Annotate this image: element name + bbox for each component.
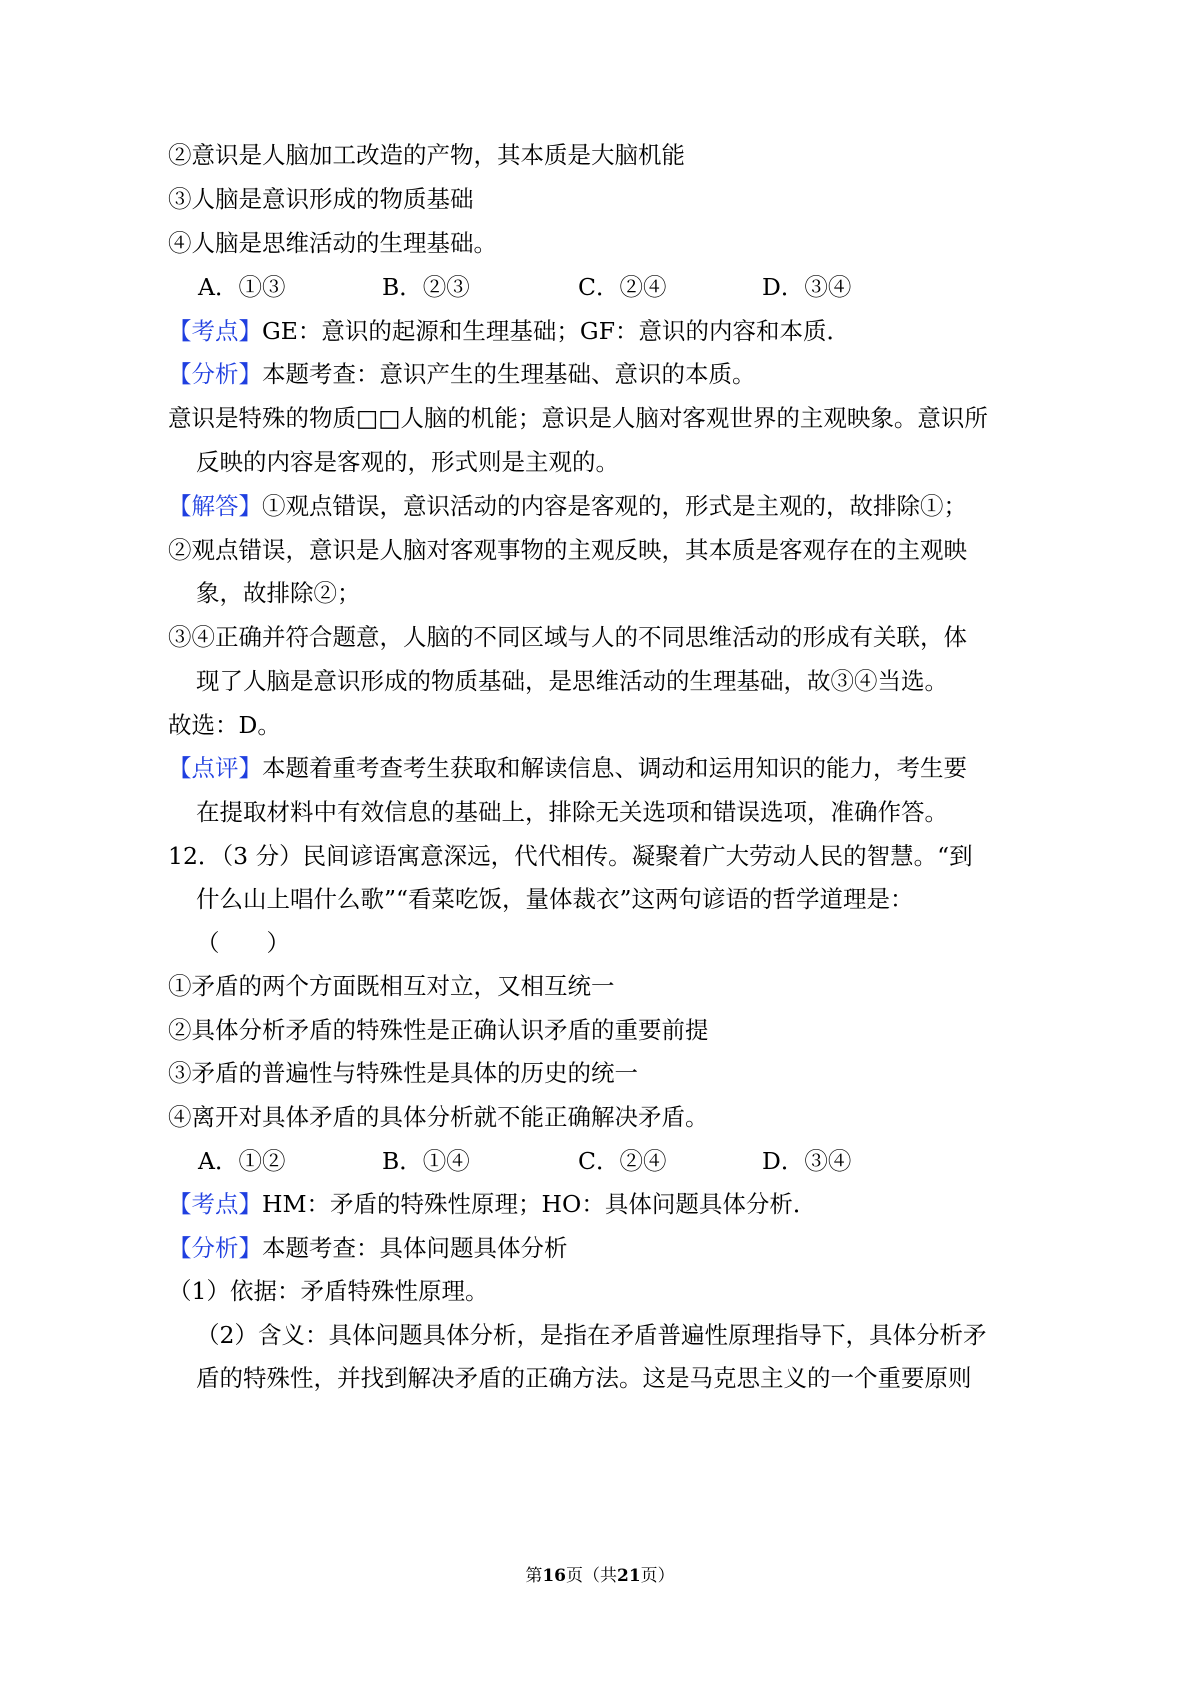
- q12-option-c: C．②④: [578, 1147, 667, 1175]
- q12-option-b: B．①④: [382, 1147, 470, 1175]
- kaodian-tag: 【考点】: [168, 317, 262, 345]
- q11-option-c: C．②④: [578, 273, 667, 301]
- q11-statement-2: ②意识是人脑加工改造的产物，其本质是大脑机能: [168, 141, 685, 169]
- q11-option-a: A．①③: [198, 273, 286, 301]
- q11-answer: 故选：D。: [168, 711, 281, 739]
- fenxi-text: 本题考查：具体问题具体分析: [262, 1234, 568, 1262]
- q12-option-a: A．①②: [198, 1147, 286, 1175]
- q12-option-d: D．③④: [762, 1147, 852, 1175]
- q12-fenxi: [168, 1233, 568, 1263]
- q11-statement-3: ③人脑是意识形成的物质基础: [168, 185, 474, 213]
- q11-jieda-body-4: 现了人脑是意识形成的物质基础，是思维活动的生理基础，故③④当选。: [196, 667, 948, 695]
- kaodian-tag: 【考点】: [168, 1190, 262, 1218]
- q11-dianping-body: 在提取材料中有效信息的基础上，排除无关选项和错误选项，准确作答。: [196, 798, 948, 826]
- q11-dianping: [168, 753, 967, 783]
- page-number: 16: [542, 1566, 566, 1586]
- page-footer: [0, 1565, 1200, 1587]
- fenxi-tag: 【分析】: [168, 1234, 262, 1262]
- kaodian-text: HM：矛盾的特殊性原理；HO：具体问题具体分析．: [262, 1190, 817, 1218]
- q12-kaodian: [168, 1189, 816, 1219]
- footer-middle: 页（共: [566, 1566, 617, 1586]
- q11-statement-4: ④人脑是思维活动的生理基础。: [168, 229, 497, 257]
- q12-stem-2: 什么山上唱什么歌”“看菜吃饭，量体裁衣”这两句谚语的哲学道理是：: [196, 885, 914, 913]
- q11-option-d: D．③④: [762, 273, 852, 301]
- q12-statement-3: ③矛盾的普遍性与特殊性是具体的历史的统一: [168, 1059, 638, 1087]
- q12-statement-1: ①矛盾的两个方面既相互对立，又相互统一: [168, 972, 615, 1000]
- footer-prefix: 第: [525, 1566, 543, 1586]
- fenxi-text: 本题考查：意识产生的生理基础、意识的本质。: [262, 360, 756, 388]
- jieda-text: ①观点错误，意识活动的内容是客观的，形式是主观的，故排除①；: [262, 492, 967, 520]
- q12-fenxi-body-1: （1）依据：矛盾特殊性原理。: [168, 1277, 489, 1305]
- q12-statement-4: ④离开对具体矛盾的具体分析就不能正确解决矛盾。: [168, 1103, 709, 1131]
- fenxi-tag: 【分析】: [168, 360, 262, 388]
- q12-fenxi-body-3: 盾的特殊性，并找到解决矛盾的正确方法。这是马克思主义的一个重要原则: [196, 1364, 972, 1392]
- q12-fenxi-body-2: （2）含义：具体问题具体分析，是指在矛盾普遍性原理指导下，具体分析矛: [196, 1321, 987, 1349]
- dianping-tag: 【点评】: [168, 754, 262, 782]
- q11-jieda-body-2: 象，故排除②；: [196, 579, 361, 607]
- jieda-tag: 【解答】: [168, 492, 262, 520]
- q11-fenxi: [168, 359, 756, 389]
- kaodian-text: GE：意识的起源和生理基础；GF：意识的内容和本质．: [262, 317, 851, 345]
- dianping-text: 本题着重考查考生获取和解读信息、调动和运用知识的能力，考生要: [262, 754, 967, 782]
- q11-fenxi-body-2: 反映的内容是客观的，形式则是主观的。: [196, 448, 619, 476]
- q12-statement-2: ②具体分析矛盾的特殊性是正确认识矛盾的重要前提: [168, 1016, 709, 1044]
- q11-jieda-body-1: ②观点错误，意识是人脑对客观事物的主观反映，其本质是客观存在的主观映: [168, 536, 967, 564]
- q11-fenxi-body-1: 意识是特殊的物质□□人脑的机能；意识是人脑对客观世界的主观映象。意识所: [168, 404, 988, 432]
- q11-jieda-body-3: ③④正确并符合题意，人脑的不同区域与人的不同思维活动的形成有关联，体: [168, 623, 967, 651]
- q12-stem-blank: （ ）: [196, 929, 290, 957]
- q12-stem-1: 12．（3 分）民间谚语寓意深远，代代相传。凝聚着广大劳动人民的智慧。“到: [168, 842, 973, 870]
- q11-option-b: B．②③: [382, 273, 470, 301]
- footer-suffix: 页）: [640, 1566, 675, 1586]
- q11-jieda: [168, 491, 967, 521]
- page-total: 21: [617, 1566, 641, 1586]
- q11-kaodian: [168, 316, 850, 346]
